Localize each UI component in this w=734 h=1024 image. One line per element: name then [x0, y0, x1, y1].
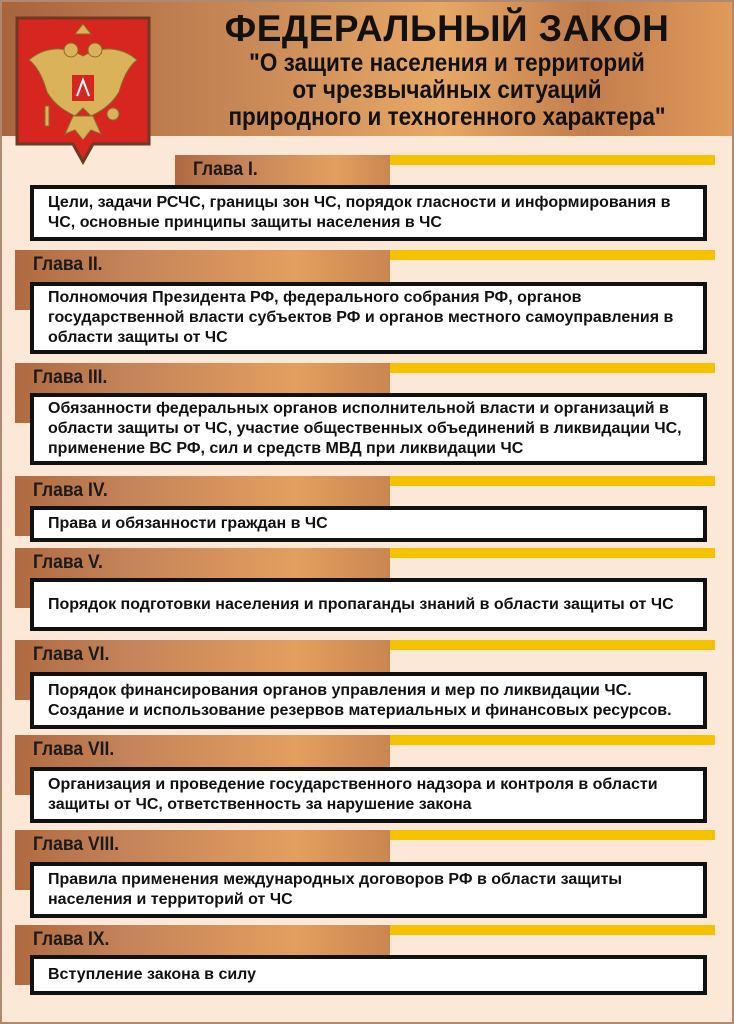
chapter-label: Глава VII.: [33, 739, 115, 760]
accent-bar: [390, 735, 715, 745]
accent-bar: [390, 640, 715, 650]
chapter-description: Организация и проведение государственного надзора и контроля в области защиты от ЧС, ответственность за нарушение закона: [48, 776, 658, 813]
accent-bar: [390, 250, 715, 260]
chapter-description: Вступление закона в силу: [48, 966, 257, 983]
chapter-description: Порядок подготовки населения и пропаганды знаний в области защиты от ЧС: [48, 595, 674, 613]
chapter-description-box: [30, 767, 707, 823]
chapter-label: Глава IV.: [33, 480, 108, 501]
chapter-label: Глава III.: [33, 367, 108, 388]
chapter-description-box: [30, 578, 707, 631]
accent-bar: [390, 830, 715, 840]
accent-bar: [390, 155, 715, 165]
chapter-description: Обязанности федеральных органов исполнительной власти и организаций в области защиты от ЧС, участие общественных объединений в ликвидации ЧС, применение ВС РФ, сил и средств МВД при ликвидации ЧС: [48, 400, 682, 457]
chapter-description: Полномочия Президента РФ, федерального собрания РФ, органов государственной власти субъектов РФ и органов местного самоуправления в области защиты от ЧС: [48, 289, 674, 346]
chapter-description-box: [30, 185, 707, 241]
law-subtitle-line-1: "О защите населения и территорий: [249, 49, 645, 77]
law-subtitle-line-2: от чрезвычайных ситуаций: [292, 76, 602, 104]
accent-bar: [390, 476, 715, 486]
chapter-description: Цели, задачи РСЧС, границы зон ЧС, порядок гласности и информирования в ЧС, основные принципы защиты населения в ЧС: [48, 194, 671, 231]
chapter-description-box: [30, 506, 707, 542]
law-subtitle-line-3: природного и техногенного характера": [228, 103, 666, 131]
chapter-description: Права и обязанности граждан в ЧС: [48, 515, 328, 532]
law-title: ФЕДЕРАЛЬНЫЙ ЗАКОН: [224, 8, 670, 49]
chapter-label: Глава IX.: [33, 929, 110, 950]
chapter-label: Глава VIII.: [33, 834, 120, 855]
chapter-description-box: [30, 282, 707, 354]
chapter-description: Порядок финансирования органов управления и мер по ликвидации ЧС. Создание и использование резервов материальных и финансовых ресурсов.: [48, 681, 672, 719]
accent-bar: [390, 548, 715, 558]
accent-bar: [390, 925, 715, 935]
chapter-description: Правила применения международных договоров РФ в области защиты населения и территорий от ЧС: [48, 871, 623, 908]
chapter-label: Глава V.: [33, 552, 103, 573]
accent-bar: [390, 363, 715, 373]
chapter-label: Глава VI.: [33, 644, 110, 665]
chapter-description-box: [30, 862, 707, 918]
chapter-description-box: [30, 393, 707, 465]
chapter-label: Глава I.: [193, 159, 258, 180]
chapter-description-box: [30, 955, 707, 995]
coat-of-arms-icon: [15, 16, 151, 166]
chapter-label: Глава II.: [33, 254, 103, 275]
chapter-description-box: [30, 672, 707, 729]
